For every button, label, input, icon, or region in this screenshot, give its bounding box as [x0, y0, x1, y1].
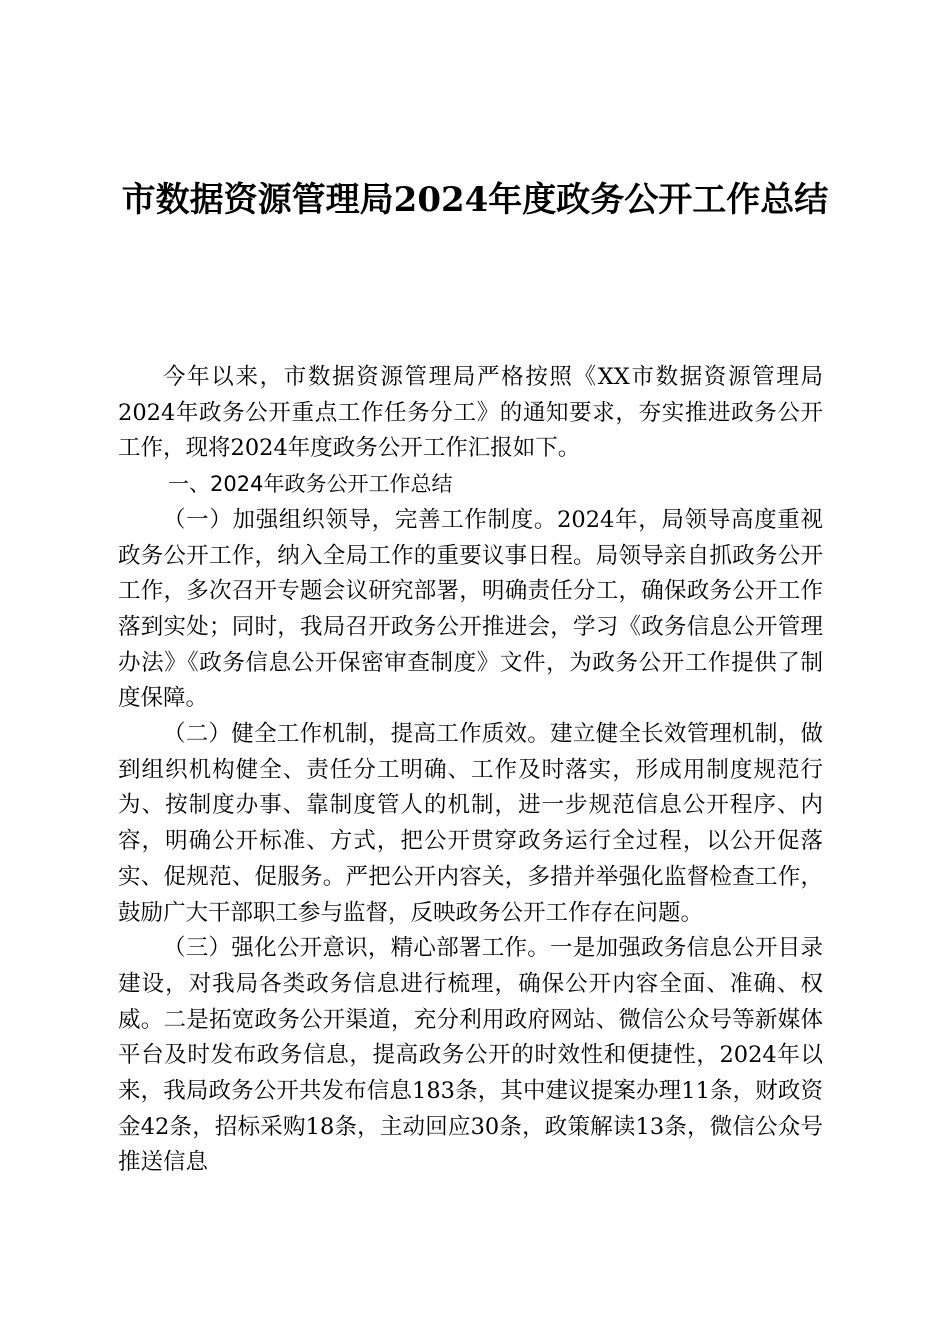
- section-item-subheading: （二）健全工作机制，提高工作质效。: [163, 721, 551, 748]
- section-item-2: [118, 717, 823, 931]
- intro-paragraph: 今年以来，市数据资源管理局严格按照《XX市数据资源管理局2024年政务公开重点工作任务分工》的通知要求，夯实推进政务公开工作，现将2024年度政务公开工作汇报如下。: [118, 364, 823, 462]
- section-item-text: 2024年，局领导高度重视政务公开工作，纳入全局工作的重要议事日程。局领导亲自抓政务公开工作，多次召开专题会议研究部署，明确责任分工，确保政务公开工作落到实处；同时，我局召开政务公开推进会，学习《政务信息公开管理办法》《政务信息公开保密审查制度》文件，为政务公开工作提供了制度保障。: [118, 506, 823, 712]
- section-item-text: 一是加强政务信息公开目录建设，对我局各类政务信息进行梳理，确保公开内容全面、准确、权威。二是拓宽政务公开渠道，充分利用政府网站、微信公众号等新媒体平台及时发布政务信息，提高政务公开的时效性和便捷性，2024年以来，我局政务公开共发布信息183条，其中建议提案办理11条，财政资金42条，招标采购18条，主动回应30条，政策解读13条，微信公众号推送信息: [118, 935, 823, 1176]
- document-title: 市数据资源管理局2024年度政务公开工作总结: [121, 180, 829, 220]
- section-item-1: [118, 503, 823, 717]
- section-item-3: [118, 931, 823, 1181]
- section-item-subheading: （一）加强组织领导，完善工作制度。: [163, 506, 558, 533]
- section-item-text: 建立健全长效管理机制，做到组织机构健全、责任分工明确、工作及时落实，形成用制度规范行为、按制度办事、靠制度管人的机制，进一步规范信息公开程序、内容，明确公开标准、方式，把公开贯穿政务运行全过程，以公开促落实、促规范、促服务。严把公开内容关，多措并举强化监督检查工作，鼓励广大干部职工参与监督，反映政务公开工作存在问题。: [118, 721, 823, 926]
- document-body: [118, 360, 823, 1181]
- section-item-subheading: （三）强化公开意识，精心部署工作。: [163, 935, 551, 962]
- section-heading: 一、2024年政务公开工作总结: [168, 472, 453, 497]
